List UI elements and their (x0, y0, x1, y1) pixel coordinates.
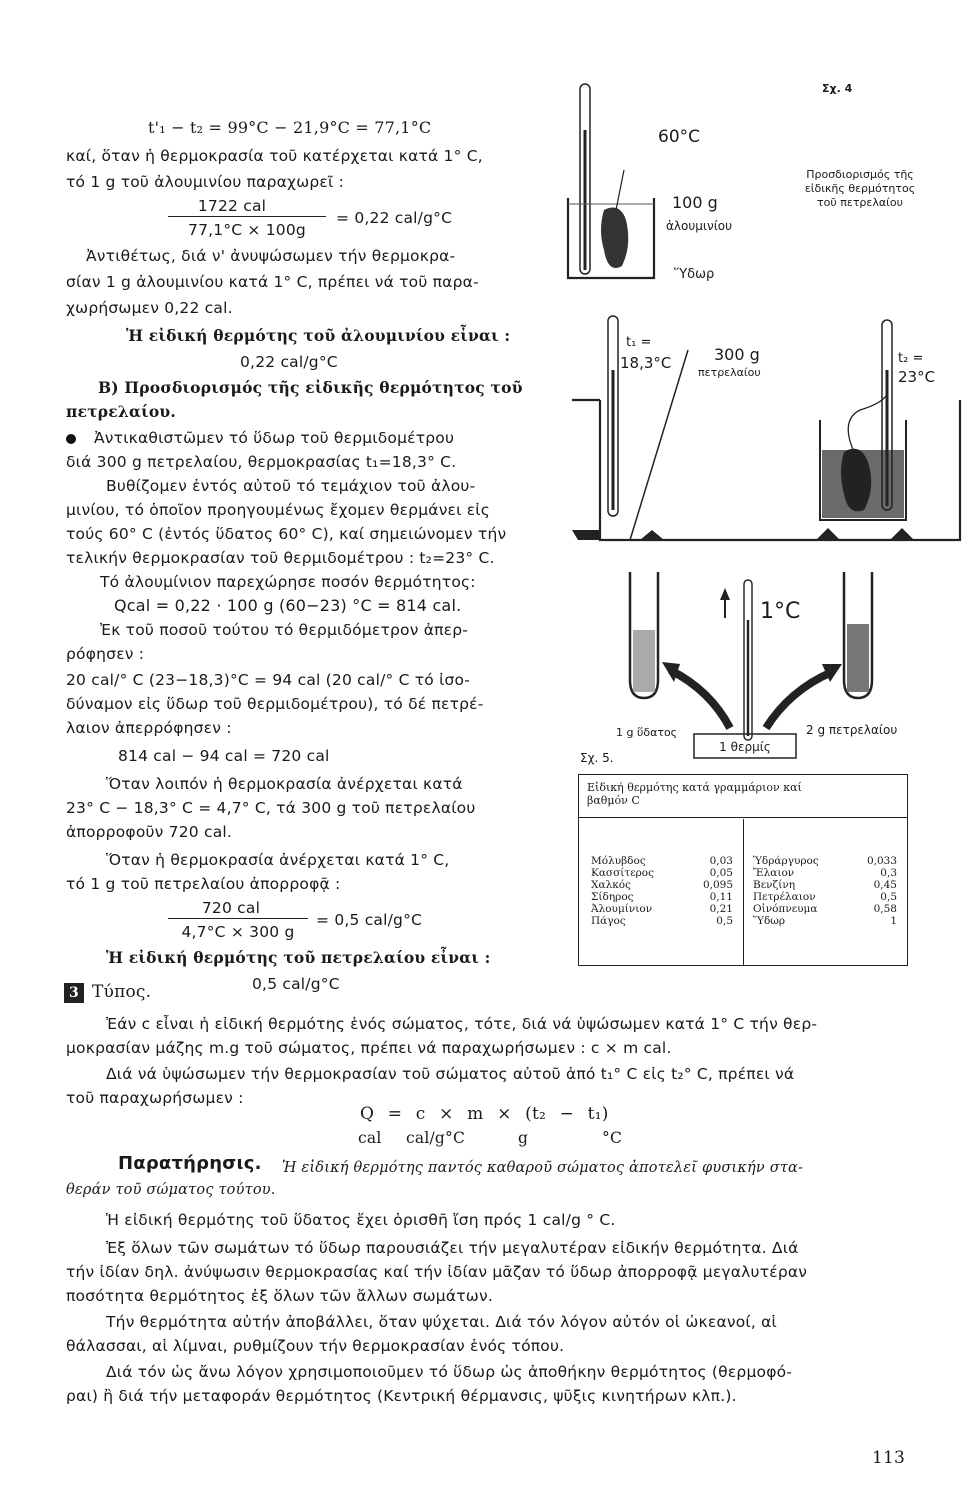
figure-5-specific-heat-illustration (580, 560, 968, 775)
remark-title: Παρατήρησις. (118, 1153, 262, 1174)
substance-name: Χαλκός (591, 879, 631, 891)
remark-italic: θεράν τοῦ σώματος τούτου. (66, 1182, 276, 1198)
text-line: Τό ἀλουμίνιον παρεχώρησε ποσόν θερμότητος: (100, 573, 476, 591)
text-line: δύναμον εἰς ὕδωρ τοῦ θερμιδομέτρου), τό δέ πετρέ- (66, 695, 484, 713)
table-row (589, 903, 735, 915)
substance-name: Ἀλουμίνιον (591, 903, 653, 915)
stirrer (630, 350, 688, 540)
figure-5-label: Σχ. 5. (580, 751, 614, 765)
text-line: 20 cal/° C (23−18,3)°C = 94 cal (20 cal/° C τό ἰσο- (66, 671, 471, 689)
section-3-heading: 3 Τύπος. (64, 980, 151, 1004)
specific-heat-value: 0,3 (880, 867, 897, 879)
specific-heat-value: 0,033 (866, 855, 897, 867)
substance-name: Σίδηρος (591, 891, 634, 903)
fraction-result: = 0,5 cal/g°C (316, 911, 423, 929)
table-row (751, 903, 899, 915)
table-left-column (589, 855, 735, 927)
calc-temp-difference: t'₁ − t₂ = 99°C − 21,9°C = 77,1°C (148, 118, 432, 137)
text-line: μινίου, τό ὁποῖον προηγουμένως ἔχομεν θερμάνει εἰς (66, 501, 491, 519)
oil-label: πετρελαίου (698, 366, 761, 379)
text-line: τό 1 g τοῦ πετρελαίου ἀπορροφᾷ : (66, 875, 341, 893)
substance-name: Ὕδωρ (753, 915, 786, 927)
text-line: Ὅταν λοιπόν ἡ θερμοκρασία ἀνέρχεται κατά (106, 775, 463, 793)
left-arrow-icon (670, 670, 730, 728)
text-line: τοῦ παραχωρήσωμεν : (66, 1089, 244, 1107)
substance-name: Μόλυβδος (591, 855, 646, 867)
substance-name: Ἔλαιον (753, 867, 795, 879)
substance-name: Πάγος (591, 915, 626, 927)
one-degree-label: 1°C (760, 599, 801, 624)
text-line: θάλασσαι, αἱ λίμναι, ρυθμίζουν τήν θερμοκρασίαν ἑνός τόπου. (66, 1337, 565, 1355)
table-row (751, 855, 899, 867)
text-line: τό 1 g τοῦ ἀλουμινίου παραχωρεῖ : (66, 173, 344, 191)
page-number: 113 (872, 1448, 906, 1468)
text-line: Διά νά ὑψώσωμεν τήν θερμοκρασίαν τοῦ σώματος αὐτοῦ ἀπό t₁° C εἰς t₂° C, πρέπει νά (106, 1065, 795, 1083)
unit-cal: cal (358, 1129, 382, 1147)
figure-4-calorimeter-diagram (560, 70, 968, 550)
heading-specific-heat-petroleum: Ἡ εἰδική θερμότης τοῦ πετρελαίου εἶναι : (106, 948, 491, 967)
specific-heat-value: 0,5 (716, 915, 733, 927)
text-line: 23° C − 18,3° C = 4,7° C, τά 300 g τοῦ πετρελαίου (66, 799, 476, 817)
heat-absorbed-formula: 814 cal − 94 cal = 720 cal (118, 747, 330, 765)
fraction-denominator: 4,7°C × 300 g (181, 923, 295, 941)
aluminium-piece (601, 208, 628, 268)
table-row (589, 855, 735, 867)
svg-text:τοῦ πετρελαίου: τοῦ πετρελαίου (817, 196, 903, 209)
remark-italic: Ἡ εἰδική θερμότης παντός καθαροῦ σώματος ἀποτελεῖ φυσικήν στα- (282, 1160, 804, 1176)
heading-section-b-cont: πετρελαίου. (66, 402, 176, 421)
unit-celsius: °C (602, 1129, 623, 1147)
value-petroleum: 0,5 cal/g°C (252, 975, 340, 993)
specific-heat-value: 1 (890, 915, 897, 927)
tube-water-label: 1 g ὕδατος (616, 726, 678, 739)
table-row (589, 891, 735, 903)
heat-given-formula: Qcal = 0,22 · 100 g (60−23) °C = 814 cal. (114, 596, 462, 615)
figure-4-caption: Προσδιορισμός τῆς (806, 168, 914, 181)
text-line: Ἀντικαθιστῶμεν τό ὕδωρ τοῦ θερμιδομέτρου (66, 428, 454, 448)
text-line: ρόφησεν : (66, 645, 145, 663)
temp-60-label: 60°C (658, 127, 701, 147)
mass-aluminium-label: 100 g (672, 193, 718, 212)
fraction-numerator: 1722 cal (197, 197, 267, 215)
oil-mass-label: 300 g (714, 345, 760, 364)
specific-heat-value: 0,5 (880, 891, 897, 903)
t2-label: t₂ = (898, 351, 924, 366)
text-line: ποσότητα θερμότητος ἐξ ὅλων τῶν ἄλλων σωμάτων. (66, 1287, 493, 1305)
table-right-column (751, 855, 899, 927)
table-divider (743, 819, 744, 965)
t1-value: 18,3°C (620, 354, 672, 372)
unit-cal-per-g-c: cal/g°C (406, 1129, 466, 1147)
table-row (751, 891, 899, 903)
figure-4-label: Σχ. 4 (822, 82, 853, 95)
text-line: μοκρασίαν μάζης m.g τοῦ σώματος, πρέπει νά παραχωρήσωμεν : c × m cal. (66, 1039, 672, 1057)
section-number-badge: 3 (64, 983, 84, 1003)
table-caption: Εἰδική θερμότης κατά γραμμάριον καί βαθμόν C (579, 775, 907, 818)
calorie-box-label: 1 θερμίς (719, 740, 771, 754)
t2-value: 23°C (898, 368, 936, 386)
bullet-icon (66, 434, 76, 444)
fraction-numerator: 720 cal (201, 899, 261, 917)
text-line: Ἐκ τοῦ ποσοῦ τούτου τό θερμιδόμετρον ἀπερ- (100, 621, 469, 639)
text-line: διά 300 g πετρελαίου, θερμοκρασίας t₁=18,3° C. (66, 453, 457, 471)
fraction-bar (168, 918, 308, 919)
svg-text:εἰδικῆς θερμότητος: εἰδικῆς θερμότητος (804, 182, 916, 195)
substance-name: Κασσίτερος (591, 867, 655, 879)
text-line: Ἐξ ὅλων τῶν σωμάτων τό ὕδωρ παρουσιάζει τήν μεγαλυτέραν εἰδικήν θερμότητα. Διά (106, 1239, 799, 1257)
text-line: σίαν 1 g ἀλουμινίου κατά 1° C, πρέπει νά τοῦ παρα- (66, 273, 479, 291)
text-line: χωρήσωμεν 0,22 cal. (66, 299, 233, 317)
water-label: Ὕδωρ (674, 267, 715, 282)
text-line: ἀπορροφοῦν 720 cal. (66, 823, 233, 841)
right-arrow-icon (766, 672, 832, 728)
formula-q: Q = c × m × (t₂ − t₁) (360, 1104, 609, 1124)
tube-oil-label: 2 g πετρελαίου (806, 723, 898, 737)
fraction-denominator: 77,1°C × 100g (188, 221, 306, 239)
substance-name: Βενζίνη (753, 879, 796, 891)
table-row (589, 867, 735, 879)
heading-section-b: B) Προσδιορισμός τῆς εἰδικῆς θερμότητος τοῦ (98, 378, 523, 397)
text-line: Βυθίζομεν ἐντός αὐτοῦ τό τεμάχιον τοῦ ἀλου- (106, 477, 476, 495)
specific-heat-value: 0,095 (702, 879, 733, 891)
text-line: τούς 60° C (ἐντός ὕδατος 60° C), καί σημειώνομεν τήν (66, 525, 507, 543)
substance-name: Ὑδράργυρος (753, 855, 819, 867)
table-row (589, 915, 735, 927)
table-row (589, 879, 735, 891)
specific-heat-value: 0,05 (709, 867, 733, 879)
text-line: καί, ὅταν ἡ θερμοκρασία τοῦ κατέρχεται κατά 1° C, (66, 147, 483, 165)
table-row (751, 867, 899, 879)
fraction-result: = 0,22 cal/g°C (336, 209, 453, 227)
specific-heat-table (578, 774, 908, 966)
specific-heat-value: 0,21 (709, 903, 733, 915)
text-line: λαιον ἀπερρόφησεν : (66, 719, 232, 737)
specific-heat-value: 0,58 (873, 903, 897, 915)
text-line: Ὅταν ἡ θερμοκρασία ἀνέρχεται κατά 1° C, (106, 851, 450, 869)
text-line: Ἡ εἰδική θερμότης τοῦ ὕδατος ἔχει ὁρισθῆ ἴση πρός 1 cal/g ° C. (106, 1211, 616, 1229)
table-row (751, 879, 899, 891)
text-line: Διά τόν ὡς ἄνω λόγον χρησιμοποιοῦμεν τό ὕδωρ ὡς ἀποθήκην θερμότητος (θερμοφό- (106, 1363, 793, 1381)
specific-heat-value: 0,11 (709, 891, 733, 903)
text-line: τήν ἰδίαν δηλ. ἀνύψωσιν θερμοκρασίας καί τήν ἰδίαν μᾶζαν τό ὕδωρ ἀπορροφᾷ μεγαλυτέραν (66, 1263, 808, 1281)
substance-name: Οἰνόπνευμα (753, 903, 818, 915)
text-line: Ἐάν c εἶναι ἡ εἰδική θερμότης ἑνός σώματος, τότε, διά νά ὑψώσωμεν κατά 1° C τήν θερ- (106, 1015, 818, 1033)
fraction-bar (168, 216, 326, 217)
text-line: ραι) ἢ διά τήν μεταφοράν θερμότητος (Κεντρική θέρμανσις, ψῦξις κινητήρων κλπ.). (66, 1387, 737, 1405)
specific-heat-value: 0,45 (873, 879, 897, 891)
unit-g: g (518, 1129, 529, 1147)
text-line: τελικήν θερμοκρασίαν τοῦ θερμιδομέτρου : t₂=23° C. (66, 549, 495, 567)
text-line: Ἀντιθέτως, διά ν' ἀνυψώσωμεν τήν θερμοκρα- (86, 247, 456, 265)
specific-heat-value: 0,03 (709, 855, 733, 867)
heading-specific-heat-aluminium: Ἡ εἰδική θερμότης τοῦ ἀλουμινίου εἶναι : (126, 326, 511, 345)
t1-label: t₁ = (626, 335, 652, 350)
value-aluminium: 0,22 cal/g°C (240, 353, 338, 371)
text-line: Τήν θερμότητα αὐτήν ἀποβάλλει, ὅταν ψύχεται. Διά τόν λόγον αὐτόν οἱ ὠκεανοί, αἱ (106, 1313, 777, 1331)
substance-name: Πετρέλαιον (753, 891, 816, 903)
table-row (751, 915, 899, 927)
aluminium-label: ἀλουμινίου (666, 219, 733, 233)
